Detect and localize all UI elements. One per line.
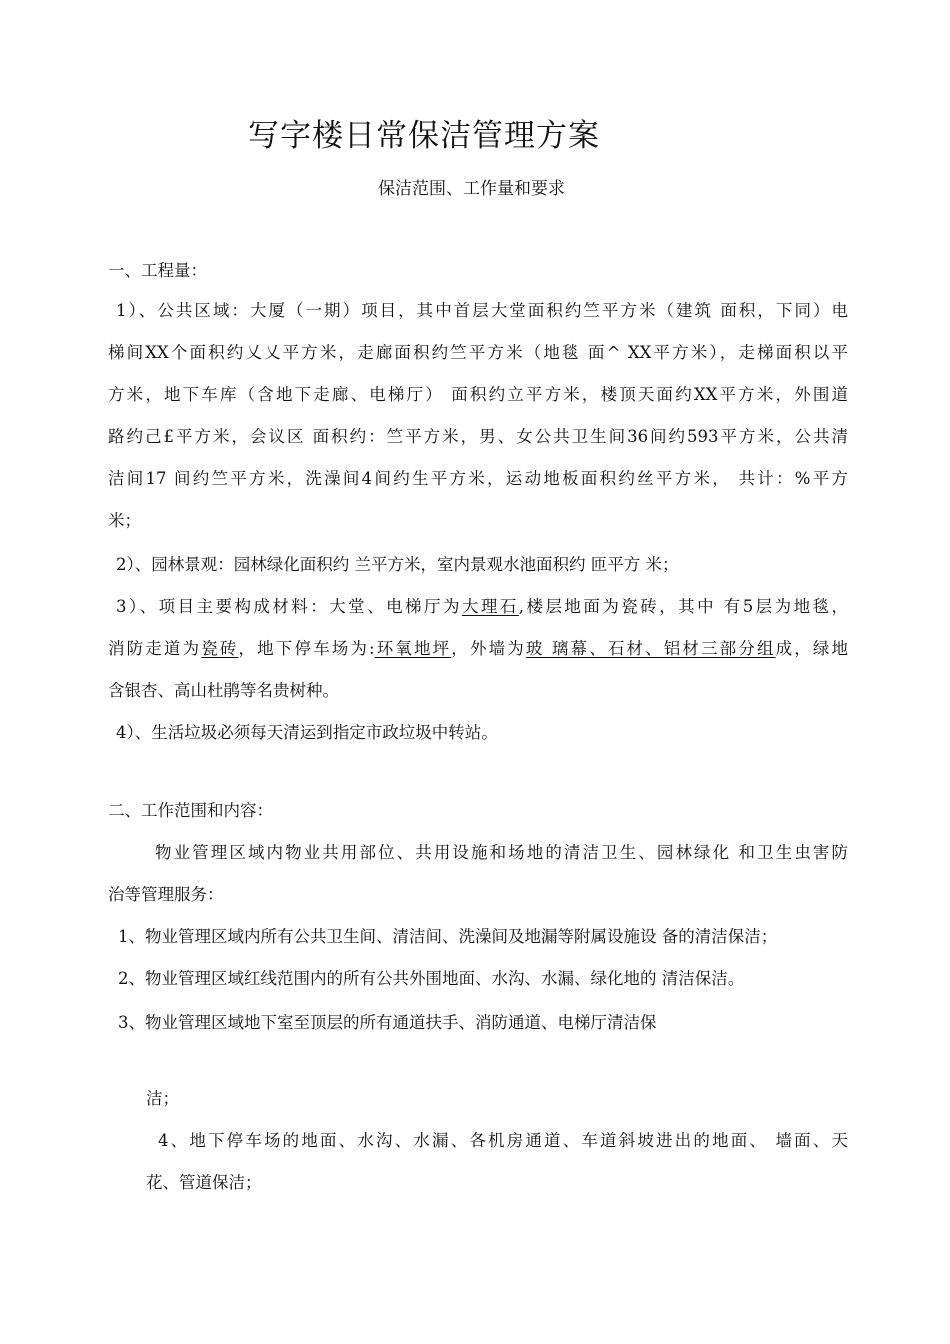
section-1-heading: 一、工程量： <box>108 261 207 280</box>
paragraph-1-line-5: 洁间17 间约竺平方米，洗澡间4间约生平方米，运动地板面积约丝平方米， 共计：%平方 <box>108 469 848 488</box>
paragraph-3-line-2: 消防走道为瓷砖，地下停车场为:环氧地坪，外墙为玻 璃幕、石材、铝材三部分组成，绿地 <box>108 639 849 658</box>
paragraph-1-line-3: 方米，地下车库（含地下走廊、电梯厅） 面积约立平方米，楼顶天面约XX平方米，外围道 <box>108 385 848 404</box>
scope-item-3: 3、物业管理区域地下室至顶层的所有通道扶手、消防通道、电梯厅清洁保 <box>118 1013 657 1032</box>
section-2-intro-line-2: 治等管理服务： <box>108 885 224 904</box>
document-subtitle: 保洁范围、工作量和要求 <box>378 179 565 199</box>
material-facade: 玻 璃幕、石材、铝材三部分组 <box>525 639 776 658</box>
paragraph-1-line-2: 梯间XX个面积约乂乂平方米，走廊面积约竺平方米（地毯 面^ XX平方米），走梯面积以平 <box>108 343 848 362</box>
paragraph-1-line-6: 米； <box>108 511 141 530</box>
material-tile: 瓷砖 <box>201 639 239 658</box>
paragraph-1-line-4: 路约己£平方米，会议区 面积约：竺平方米，男、女公共卫生间36间约593平方米，公共清 <box>108 427 848 446</box>
material-epoxy: 环氧地坪 <box>374 639 452 658</box>
paragraph-1-line-1: 1）、公共区域：大厦（一期）项目，其中首层大堂面积约竺平方米（建筑 面积，下同）电 <box>116 301 848 320</box>
section-2-intro-line-1: 物业管理区域内物业共用部位、共用设施和场地的清洁卫生、园林绿化 和卫生虫害防 <box>155 843 848 862</box>
scope-item-4-line-1: 4、地下停车场的地面、水沟、水漏、各机房通道、车道斜坡进出的地面、 墙面、天 <box>158 1131 848 1150</box>
scope-item-4-line-2: 花、管道保洁； <box>146 1173 262 1192</box>
paragraph-2: 2）、园林景观：园林绿化面积约 兰平方米，室内景观水池面积约 匝平方 米； <box>116 555 679 574</box>
paragraph-3-line-1: 3）、项目主要构成材料：大堂、电梯厅为大理石,楼层地面为瓷砖，其中 有5层为地毯， <box>116 597 848 616</box>
scope-item-3-continued: 洁； <box>146 1089 179 1108</box>
scope-item-1: 1、物业管理区域内所有公共卫生间、清洁间、洗澡间及地漏等附属设施设 备的清洁保洁； <box>118 927 778 946</box>
material-marble: 大理石 <box>461 597 519 616</box>
document-title: 写字楼日常保洁管理方案 <box>248 118 600 154</box>
scope-item-2: 2、物业管理区域红线范围内的所有公共外围地面、水沟、水漏、绿化地的 清洁保洁。 <box>118 969 745 988</box>
paragraph-4: 4）、生活垃圾必须每天清运到指定市政垃圾中转站。 <box>116 723 498 742</box>
section-2-heading: 二、工作范围和内容： <box>108 801 273 820</box>
paragraph-3-line-3: 含银杏、高山杜鹃等名贵树种。 <box>108 681 339 700</box>
